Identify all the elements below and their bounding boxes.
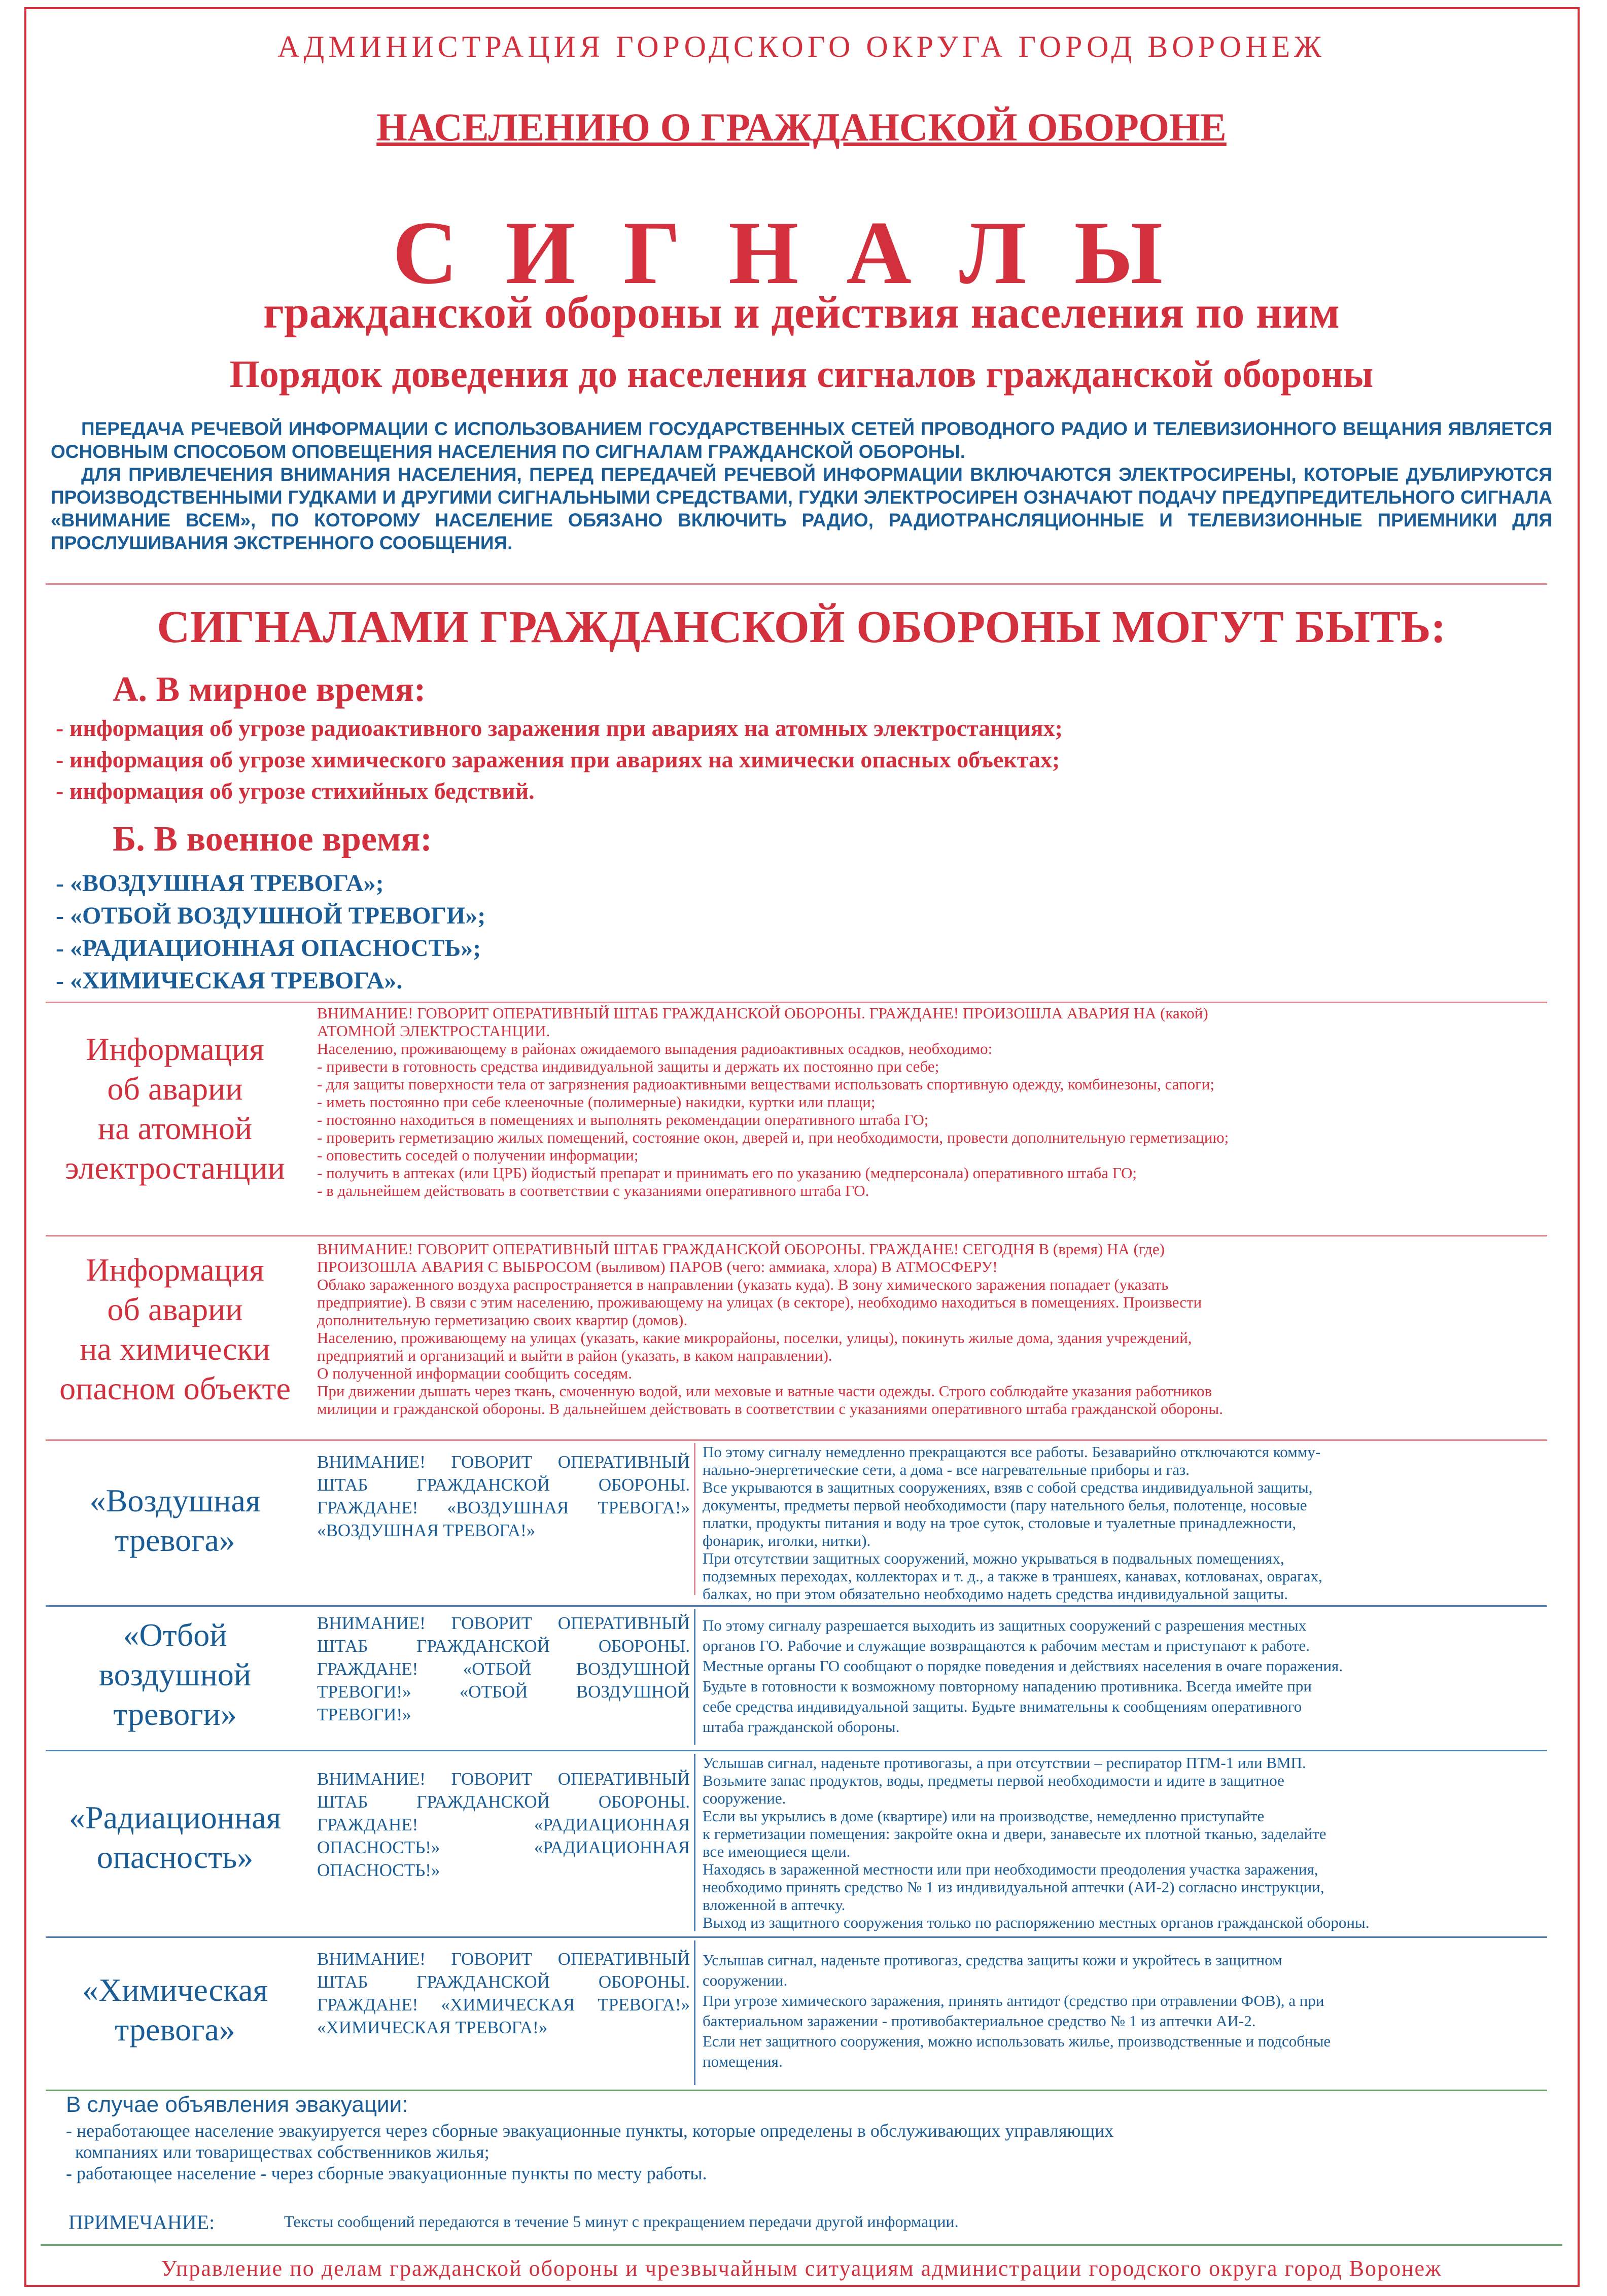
page-title: СИГНАЛЫ [392,202,1211,303]
list-item: - информация об угрозе стихийных бедствий. [56,778,535,804]
section-label-chemalert [41,1970,309,2050]
label-line: об аварии [107,1291,243,1327]
divider [694,1940,695,2085]
text-line: фонарик, иголки, нитки). [703,1532,871,1549]
text-line: сооружение. [703,1789,786,1807]
list-item: - информация об угрозе химического заражения при авариях на химически опасных объектах; [56,747,1060,772]
label-line: Информация [86,1031,264,1067]
text-line: Выход из защитного сооружения только по распоряжению местных органов гражданской обороны. [703,1914,1370,1931]
divider [46,1936,1547,1938]
label-line: опасность» [96,1839,254,1875]
text-line: Услышав сигнал, наденьте противогаз, средства защиты кожи и укройтесь в защитном [703,1951,1282,1969]
text-line: Все укрываются в защитных сооружениях, взяв с собой средства индивидуальной защиты, [703,1478,1313,1496]
list-item: - работающее население - через сборные эвакуационные пункты по месту работы. [66,2163,707,2183]
divider [46,2090,1547,2091]
war-list [56,867,485,997]
text-line: - постоянно находиться в помещениях и выполнять рекомендации оперативного штаба ГО; [317,1111,929,1128]
footer: Управление по делам гражданской обороны и чрезвычайным ситуациям администрации городского округа город Воронеж [161,2256,1442,2281]
section-label-air [41,1481,309,1560]
text-line: Возьмите запас продуктов, воды, предметы первой необходимости и идите в защитное [703,1772,1284,1789]
text-line: штаба гражданской обороны. [703,1718,900,1736]
subtitle: НАСЕЛЕНИЮ О ГРАЖДАНСКОЙ ОБОРОНЕ [376,105,1227,149]
list-item: - неработающее население эвакуируется через сборные эвакуационные пункты, которые определены в обслуживающих управляющих [66,2121,1114,2141]
section-text-chemalert [703,1950,1565,2072]
text-line: предприятие). В связи с этим населению, проживающему на улицах (в секторе), необходимо находиться в помещениях. Произвести [317,1293,1202,1311]
text-line: ПРОИЗОШЛА АВАРИЯ С ВЫБРОСОМ (выливом) ПАРОВ (чего: аммиака, хлора) В АТМОСФЕРУ! [317,1258,998,1276]
text-line: сооружении. [703,1971,788,1989]
divider [46,1750,1547,1751]
text-line: По этому сигналу немедленно прекращаются все работы. Безаварийно отключаются комму- [703,1443,1321,1461]
intro-paragraph-2: ДЛЯ ПРИВЛЕЧЕНИЯ ВНИМАНИЯ НАСЕЛЕНИЯ, ПЕРЕД ПЕРЕДАЧЕЙ РЕЧЕВОЙ ИНФОРМАЦИИ ВКЛЮЧАЮТСЯ ЭЛЕКТРОСИРЕНЫ, КОТОРЫЕ ДУБЛИРУЮТСЯ ПРОИЗВОДСТВЕННЫМИ ГУДКАМИ И ДРУГИМИ СИГНАЛЬНЫМИ СРЕДСТВАМИ, ГУДКИ ЭЛЕКТРОСИРЕН ОЗНАЧАЮТ ПОДАЧУ ПРЕДУПРЕДИТЕЛЬНОГО СИГНАЛА «ВНИМАНИЕ ВСЕМ», ПО КОТОРОМУ НАСЕЛЕНИЕ ОБЯЗАНО ВКЛЮЧИТЬ РАДИО, РАДИОТРАНСЛЯЦИОННЫЕ И ТЕЛЕВИЗИОННЫЕ ПРИЕМНИКИ ДЛЯ ПРОСЛУШИВАНИЯ ЭКСТРЕННОГО СООБЩЕНИЯ. [51,464,1552,553]
text-line: подземных переходах, коллекторах и т. д., а также в траншеях, канавах, котлованах, оврагах, [703,1567,1322,1585]
divider [46,1235,1547,1237]
divider [694,1609,695,1745]
list-item: - информация об угрозе радиоактивного заражения при авариях на атомных электростанциях; [56,715,1063,741]
text-line: Находясь в зараженной местности или при необходимости преодоления участка заражения, [703,1860,1318,1878]
list-item: компаниях или товариществах собственников жилья; [75,2142,490,2162]
text-line: О полученной информации сообщить соседям. [317,1364,632,1382]
text-line: - иметь постоянно при себе клееночные (полимерные) накидки, куртки или плащи; [317,1093,876,1111]
label-line: тревоги» [113,1696,237,1732]
divider [694,1443,695,1595]
text-line: - в дальнейшем действовать в соответствии с указаниями оперативного штаба ГО. [317,1182,869,1199]
text-line: все имеющиеся щели. [703,1843,851,1860]
list-item: - «РАДИАЦИОННАЯ ОПАСНОСТЬ»; [56,935,481,962]
divider [46,583,1547,585]
text-line: Населению, проживающему на улицах (указать, какие микрорайоны, поселки, улицы), покинуть жилые дома, здания учреждений, [317,1329,1192,1347]
peace-list [56,713,1063,807]
text-line: предприятий и организаций и выйти в район (указать, в каком направлении). [317,1347,832,1364]
message-chemalert: ВНИМАНИЕ! ГОВОРИТ ОПЕРАТИВНЫЙ ШТАБ ГРАЖДАНСКОЙ ОБОРОНЫ. ГРАЖДАНЕ! «ХИМИЧЕСКАЯ ТРЕВОГА!» «ХИМИЧЕСКАЯ ТРЕВОГА!» [317,1949,690,2037]
label-line: тревога» [115,1522,235,1558]
text-line: - проверить герметизацию жилых помещений, состояние окон, дверей и, при необходимости, провести дополнительную герметизацию; [317,1128,1229,1146]
text-line: балках, но при этом обязательно необходимо надеть средства индивидуальной защиты. [703,1585,1288,1603]
text-line: нально-энергетические сети, а дома - все нагревательные приборы и газ. [703,1461,1190,1478]
section-text-chem [317,1240,1565,1418]
section-text-allclear [703,1615,1565,1737]
text-line: бактериальном заражении - противобактериальное средство № 1 из аптечки АИ-2. [703,2012,1256,2030]
note-label: ПРИМЕЧАНИЕ: [68,2211,215,2234]
list-item: - «ХИМИЧЕСКАЯ ТРЕВОГА». [56,967,403,994]
note-text: Тексты сообщений передаются в течение 5 минут с прекращением передачи другой информации. [284,2212,959,2231]
text-line: ВНИМАНИЕ! ГОВОРИТ ОПЕРАТИВНЫЙ ШТАБ ГРАЖДАНСКОЙ ОБОРОНЫ. ГРАЖДАНЕ! ПРОИЗОШЛА АВАРИЯ НА (какой) [317,1004,1208,1022]
divider [46,1605,1547,1607]
section-text-rad [703,1754,1565,1931]
text-line: платки, продукты питания и воду на трое суток, столовые и туалетные принадлежности, [703,1514,1297,1532]
label-line: тревога» [115,2011,235,2047]
admin-header: АДМИНИСТРАЦИЯ ГОРОДСКОГО ОКРУГА ГОРОД ВОРОНЕЖ [277,30,1325,63]
text-line: По этому сигналу разрешается выходить из защитных сооружений с разрешения местных [703,1616,1307,1634]
message-allclear: ВНИМАНИЕ! ГОВОРИТ ОПЕРАТИВНЫЙ ШТАБ ГРАЖДАНСКОЙ ОБОРОНЫ. ГРАЖДАНЕ! «ОТБОЙ ВОЗДУШНОЙ ТРЕВОГИ!» «ОТБОЙ ВОЗДУШНОЙ ТРЕВОГИ!» [317,1613,690,1724]
section-text-aes [317,1004,1565,1199]
label-line: опасном объекте [59,1370,291,1406]
divider [46,1439,1547,1441]
section-label-rad [41,1798,309,1877]
text-line: себе средства индивидуальной защиты. Будьте внимательны к сообщениям оперативного [703,1698,1302,1715]
label-line: об аварии [107,1071,243,1107]
evacuation-list [66,2120,1552,2184]
message-air: ВНИМАНИЕ! ГОВОРИТ ОПЕРАТИВНЫЙ ШТАБ ГРАЖДАНСКОЙ ОБОРОНЫ. ГРАЖДАНЕ! «ВОЗДУШНАЯ ТРЕВОГА!» «ВОЗДУШНАЯ ТРЕВОГА!» [317,1452,690,1540]
text-line: - оповестить соседей о получении информации; [317,1146,639,1164]
text-line: помещения. [703,2053,783,2070]
peace-heading: А. В мирное время: [113,670,426,709]
text-line: - привести в готовность средства индивидуальной защиты и держать их постоянно при себе; [317,1057,939,1075]
label-line: на атомной [97,1110,253,1146]
text-line: При угрозе химического заражения, принять антидот (средство при отравлении ФОВ), а при [703,1992,1324,2009]
text-line: милиции и гражданской обороны. В дальнейшем действовать в соответствии с указаниями оперативного штаба гражданской обороны. [317,1400,1223,1418]
signals-heading: СИГНАЛАМИ ГРАЖДАНСКОЙ ОБОРОНЫ МОГУТ БЫТЬ: [157,602,1446,652]
text-line: Облако зараженного воздуха распространяется в направлении (указать куда). В зону химического заражения попадает (указать [317,1276,1169,1293]
title-line-2: гражданской обороны и действия населения по ним [263,288,1340,338]
label-line: «Радиационная [68,1799,282,1835]
label-line: Информация [86,1252,264,1288]
text-line: - получить в аптеках (или ЦРБ) йодистый препарат и принимать его по указанию (медперсонала) оперативного штаба ГО; [317,1164,1137,1182]
text-line: АТОМНОЙ ЭЛЕКТРОСТАНЦИИ. [317,1022,550,1040]
section-label-aes [41,1030,309,1188]
list-item: - «ОТБОЙ ВОЗДУШНОЙ ТРЕВОГИ»; [56,902,486,929]
label-line: «Отбой [123,1617,227,1653]
message-rad: ВНИМАНИЕ! ГОВОРИТ ОПЕРАТИВНЫЙ ШТАБ ГРАЖДАНСКОЙ ОБОРОНЫ. ГРАЖДАНЕ! «РАДИАЦИОННАЯ ОПАСНОСТЬ!» «РАДИАЦИОННАЯ ОПАСНОСТЬ!» [317,1769,690,1880]
war-heading: Б. В военное время: [113,820,432,859]
label-line: воздушной [98,1656,252,1692]
text-line: Если вы укрылись в доме (квартире) или на производстве, немедленно приступайте [703,1807,1265,1825]
text-line: Местные органы ГО сообщают о порядке поведения и действиях населения в очаге поражения. [703,1657,1343,1675]
text-line: Если нет защитного сооружения, можно использовать жилье, производственные и подсобные [703,2032,1331,2050]
text-line: вложенной в аптечку. [703,1896,846,1914]
text-line: Будьте в готовности к возможному повторному нападению противника. Всегда имейте при [703,1677,1312,1695]
text-line: органов ГО. Рабочие и служащие возвращаются к рабочим местам и приступают к работе. [703,1637,1310,1654]
section-label-chem [41,1250,309,1408]
list-item: - «ВОЗДУШНАЯ ТРЕВОГА»; [56,870,384,897]
text-line: ВНИМАНИЕ! ГОВОРИТ ОПЕРАТИВНЫЙ ШТАБ ГРАЖДАНСКОЙ ОБОРОНЫ. ГРАЖДАНЕ! СЕГОДНЯ В (время) НА (где) [317,1240,1165,1258]
text-line: - для защиты поверхности тела от загрязнения радиоактивными веществами использовать спортивную одежду, комбинезоны, сапоги; [317,1075,1215,1093]
label-line: на химически [80,1331,270,1367]
text-line: При движении дышать через ткань, смоченную водой, или меховые и ватные части одежды. Строго соблюдайте указания работников [317,1382,1212,1400]
text-line: дополнительную герметизацию своих квартир (домов). [317,1311,688,1329]
text-line: Услышав сигнал, наденьте противогазы, а при отсутствии – респиратор ПТМ-1 или ВМП. [703,1754,1306,1772]
section-text-air [703,1443,1565,1603]
text-line: При отсутствии защитных сооружений, можно укрываться в подвальных помещениях, [703,1549,1284,1567]
section-label-allclear [41,1615,309,1734]
divider [41,2244,1562,2246]
divider [694,1754,695,1931]
label-line: электростанции [65,1150,285,1186]
text-line: Населению, проживающему в районах ожидаемого выпадения радиоактивных осадков, необходимо: [317,1040,993,1057]
text-line: необходимо принять средство № 1 из индивидуальной аптечки (АИ-2) согласно инструкции, [703,1878,1324,1896]
intro-paragraph-1: ПЕРЕДАЧА РЕЧЕВОЙ ИНФОРМАЦИИ С ИСПОЛЬЗОВАНИЕМ ГОСУДАРСТВЕННЫХ СЕТЕЙ ПРОВОДНОГО РАДИО И ТЕЛЕВИЗИОННОГО ВЕЩАНИЯ ЯВЛЯЕТСЯ ОСНОВНЫМ СПОСОБОМ ОПОВЕЩЕНИЯ НАСЕЛЕНИЯ ПО СИГНАЛАМ ГРАЖДАНСКОЙ ОБОРОНЫ. [51,418,1552,462]
title-line-3: Порядок доведения до населения сигналов гражданской обороны [229,353,1374,396]
text-line: документы, предметы первой необходимости (пару нательного белья, полотенце, носовые [703,1496,1307,1514]
label-line: «Химическая [82,1972,268,2008]
intro-text [51,417,1552,554]
text-line: к герметизации помещения: закройте окна и двери, занавесьте их плотной тканью, заделайте [703,1825,1326,1843]
divider [46,1002,1547,1003]
evacuation-title: В случае объявления эвакуации: [66,2092,408,2117]
label-line: «Воздушная [89,1482,261,1518]
